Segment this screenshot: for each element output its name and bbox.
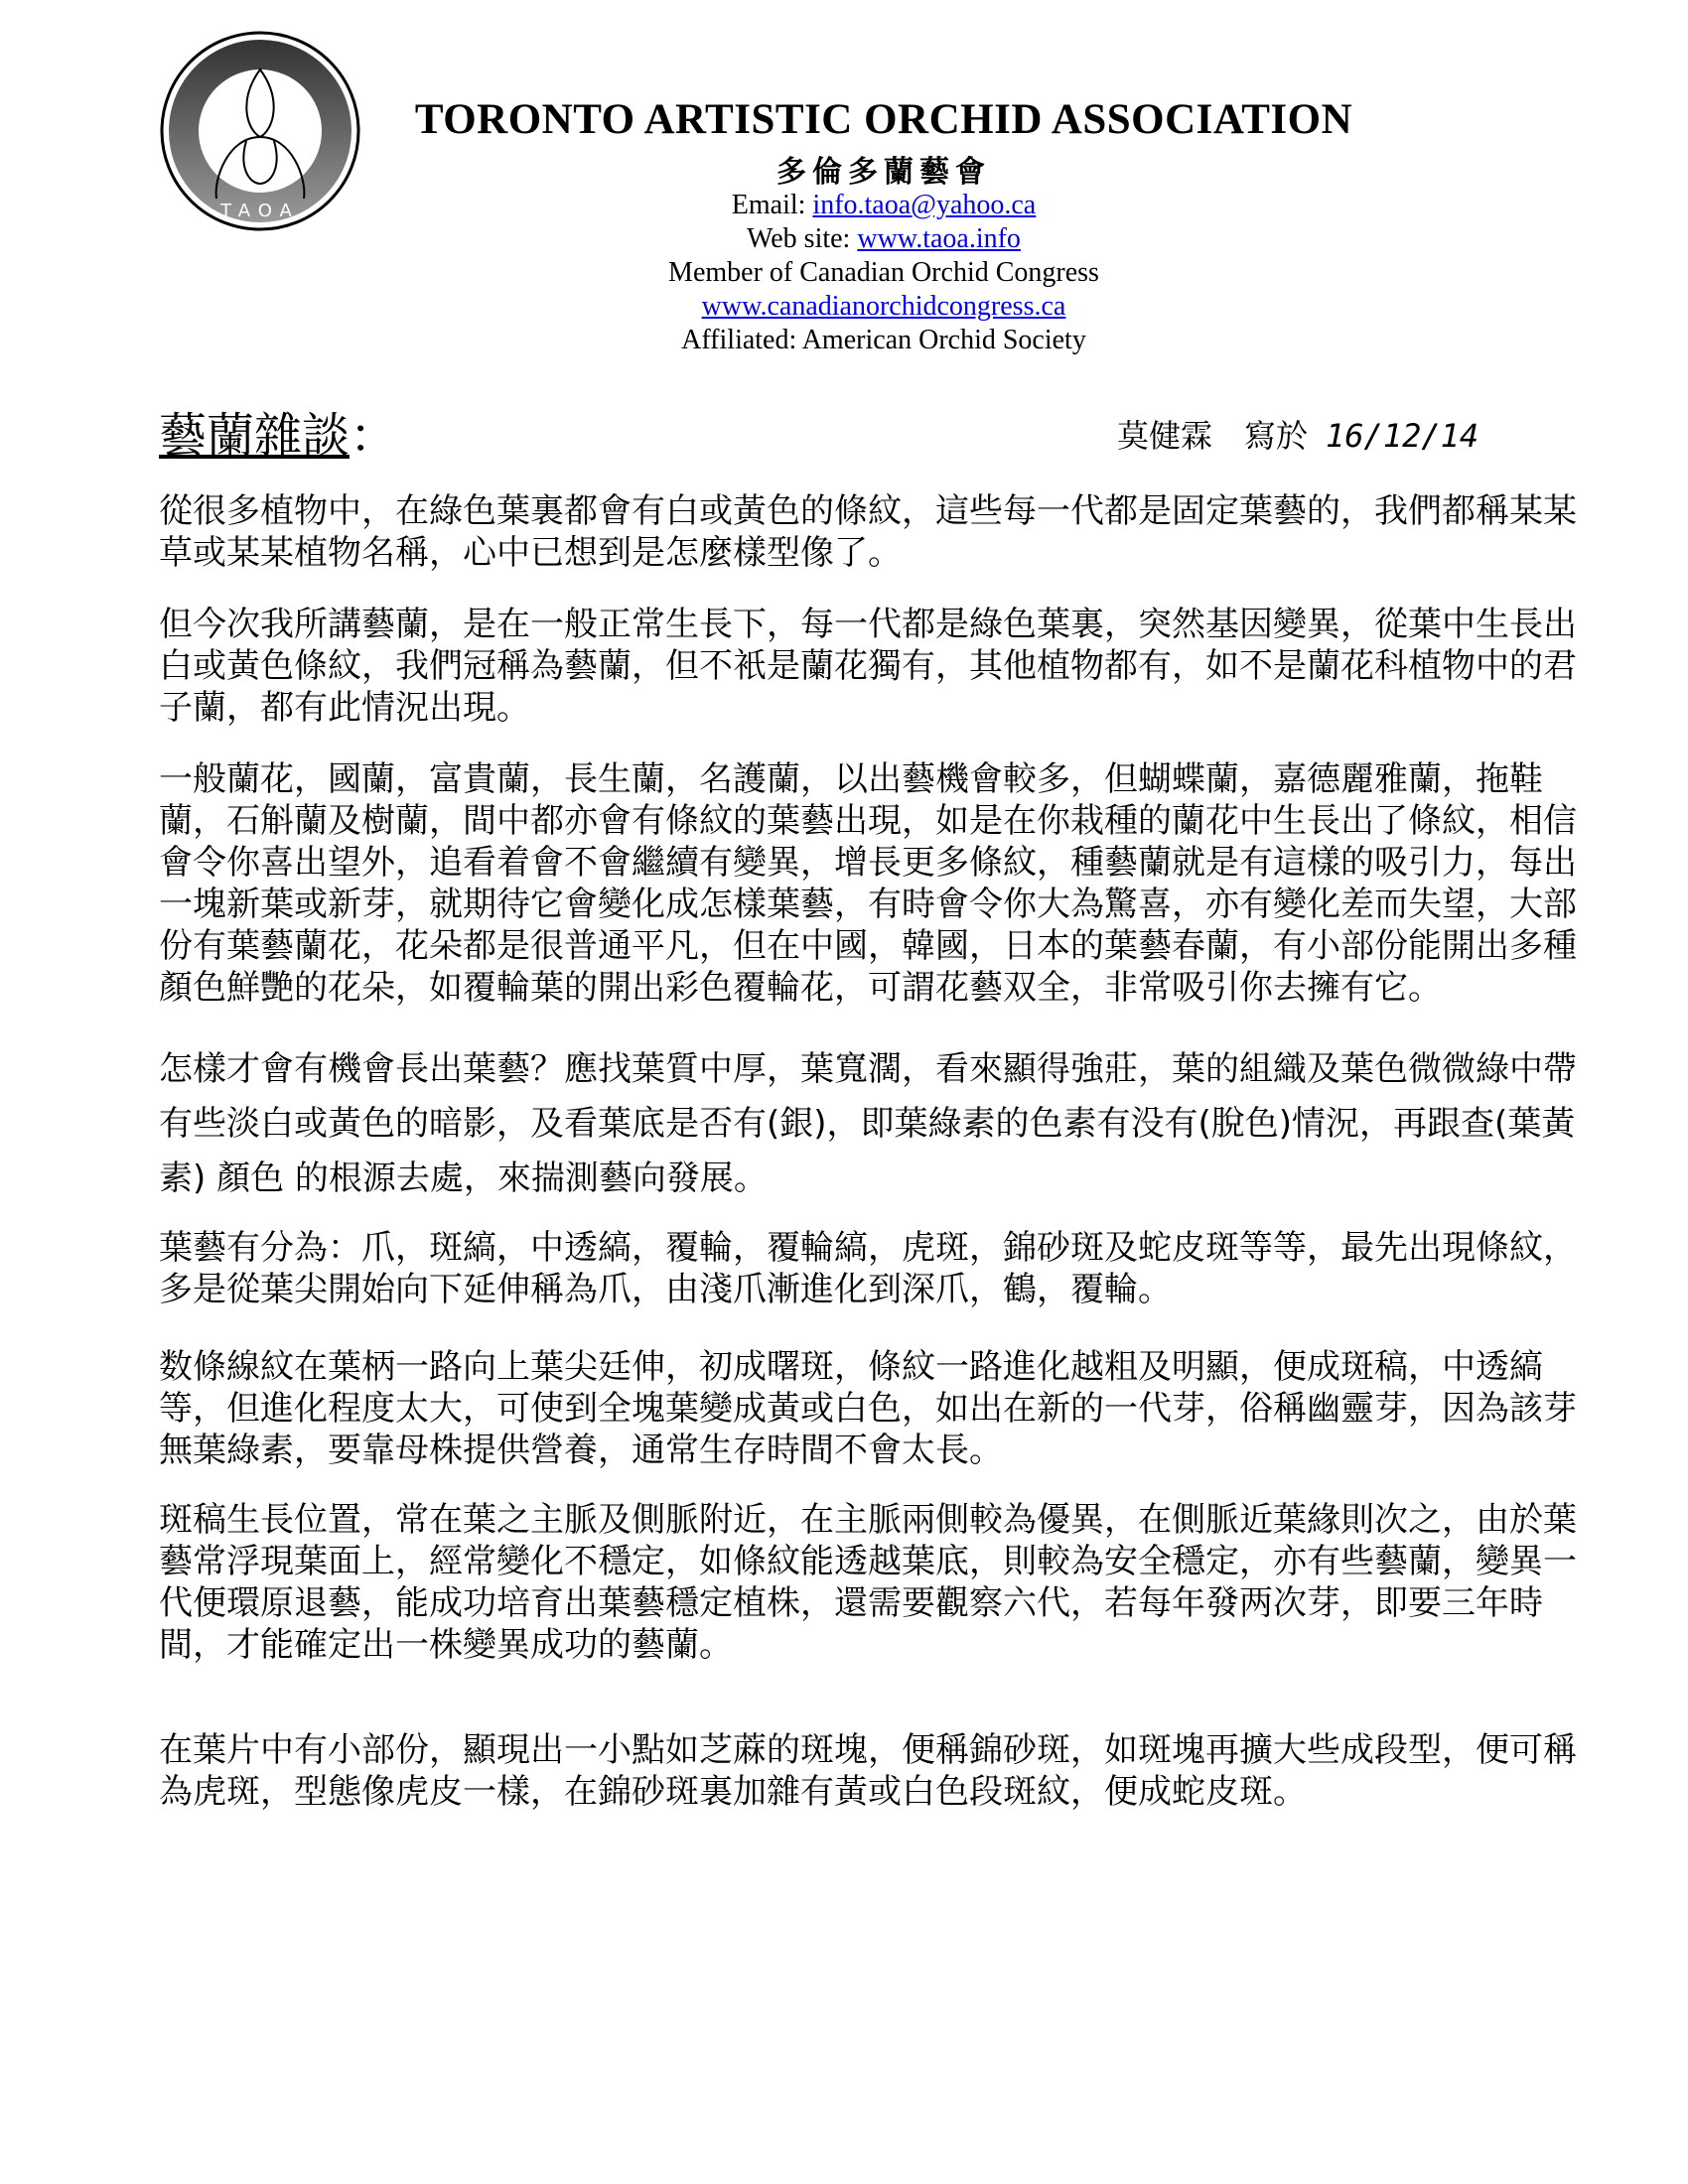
- paragraph-line: 葉藝有分為：爪，斑縞，中透縞，覆輪，覆輪縞，虎斑，錦砂斑及蛇皮斑等等，最先出現條紋，: [159, 1228, 1577, 1268]
- website-label: Web site:: [747, 223, 858, 254]
- member-line: Member of Canadian Orchid Congress: [668, 257, 1099, 288]
- affiliated-line: Affiliated: American Orchid Society: [681, 325, 1086, 355]
- paragraph-line: 素) 顏色 的根源去處，來揣測藝向發展。: [159, 1159, 768, 1198]
- taoa-logo: [159, 30, 361, 232]
- organization-name: TORONTO ARTISTIC ORCHID ASSOCIATION: [414, 96, 1353, 143]
- paragraph-line: 無葉綠素，要靠母株提供營養，通常生存時間不會太長。: [159, 1431, 1003, 1470]
- paragraph: [159, 1346, 1577, 1471]
- email-line: [377, 189, 1390, 222]
- paragraph: [159, 758, 1577, 1009]
- email-label: Email:: [731, 190, 813, 220]
- paragraph: [159, 1729, 1577, 1813]
- paragraph-line: 一塊新葉或新芽，就期待它會變化成怎樣葉藝，有時會令你大為驚喜，亦有變化差而失望，大部: [159, 885, 1577, 924]
- paragraph: [159, 1499, 1577, 1666]
- paragraph-line: 但今次我所講藝蘭，是在一般正常生長下，每一代都是綠色葉裏，突然基因變異，從葉中生長出: [159, 605, 1577, 644]
- author-line: [1117, 411, 1478, 457]
- author: 莫健霖 寫於: [1117, 418, 1309, 454]
- paragraph-line: 草或某某植物名稱，心中已想到是怎麼樣型像了。: [159, 533, 902, 573]
- organization-name-chinese: 多倫多蘭藝會: [776, 156, 991, 189]
- paragraph-line: 份有葉藝蘭花，花朵都是很普通平凡，但在中國，韓國，日本的葉藝春蘭，有小部份能開出多種: [159, 926, 1577, 966]
- paragraph-line: 在葉片中有小部份，顯現出一小點如芝蔴的斑塊，便稱錦砂斑，如斑塊再擴大些成段型，便可稱: [159, 1730, 1577, 1770]
- website-line: [377, 222, 1390, 256]
- paragraph-line: 間，才能確定出一株變異成功的藝蘭。: [159, 1625, 733, 1665]
- paragraph: [159, 490, 1577, 574]
- article-title-text: 藝蘭雜談: [159, 410, 351, 463]
- paragraph-line: 多是從葉尖開始向下延伸稱為爪，由淺爪漸進化到深爪，鶴，覆輪。: [159, 1270, 1172, 1309]
- paragraph-line: 等，但進化程度太大，可使到全塊葉變成黃或白色，如出在新的一代芽，俗稱幽靈芽，因為該芽: [159, 1389, 1577, 1429]
- paragraph: [159, 1227, 1577, 1310]
- paragraph-line: 藝常浮現葉面上，經常變化不穩定，如條紋能透越葉底，則較為安全穩定，亦有些藝蘭，變異一: [159, 1542, 1577, 1581]
- paragraph-line: 子蘭，都有此情況出現。: [159, 688, 530, 728]
- paragraph-line: 顏色鮮艷的花朵，如覆輪葉的開出彩色覆輪花，可謂花藝双全，非常吸引你去擁有它。: [159, 968, 1442, 1008]
- email-link[interactable]: info.taoa@yahoo.ca: [812, 190, 1037, 220]
- member-link-line: [377, 290, 1390, 324]
- article-title: [159, 397, 397, 466]
- paragraph: [159, 604, 1577, 729]
- paragraph-line: 白或黃色條紋，我們冠稱為藝蘭，但不衹是蘭花獨有，其他植物都有，如不是蘭花科植物中的君: [159, 646, 1577, 686]
- paragraph: [159, 1042, 1577, 1206]
- website-link[interactable]: www.taoa.info: [857, 223, 1021, 254]
- paragraph-line: 斑稿生長位置，常在葉之主脈及側脈附近，在主脈兩側較為優異，在側脈近葉緣則次之，由於葉: [159, 1500, 1577, 1540]
- paragraph-line: 蘭，石斛蘭及樹蘭，間中都亦會有條紋的葉藝出現，如是在你栽種的蘭花中生長出了條紋，相信: [159, 801, 1577, 841]
- paragraph-line: 怎樣才會有機會長出葉藝？應找葉質中厚，葉寬濶，看來顯得強莊，葉的組織及葉色微微綠中帶: [159, 1049, 1577, 1089]
- svg-text:TAOA: TAOA: [220, 201, 300, 221]
- paragraph-line: 数條線紋在葉柄一路向上葉尖廷伸，初成曙斑，條紋一路進化越粗及明顯，便成斑稿，中透縞: [159, 1347, 1543, 1387]
- paragraph-line: 代便環原退藝，能成功培育出葉藝穩定植株，還需要觀察六代，若每年發两次芽，即要三年時: [159, 1583, 1543, 1623]
- paragraph-line: 從很多植物中，在綠色葉裏都會有白或黃色的條紋，這些每一代都是固定葉藝的，我們都稱某某: [159, 491, 1577, 531]
- date: 16/12/14: [1326, 417, 1479, 455]
- article-title-colon: ：: [350, 410, 398, 463]
- paragraph-line: 會令你喜出望外，追看着會不會繼續有變異，增長更多條紋，種藝蘭就是有這樣的吸引力，每出: [159, 843, 1577, 883]
- paragraph-line: 有些淡白或黃色的暗影，及看葉底是否有(銀)，即葉綠素的色素有没有(脫色)情況，再跟查(葉黃: [159, 1104, 1576, 1144]
- paragraph-line: 一般蘭花，國蘭，富貴蘭，長生蘭，名護蘭，以出藝機會較多，但蝴蝶蘭，嘉德麗雅蘭，拖鞋: [159, 759, 1543, 799]
- paragraph-line: 為虎斑，型態像虎皮一樣，在錦砂斑裏加雜有黃或白色段斑紋，便成蛇皮斑。: [159, 1772, 1307, 1812]
- canadian-orchid-congress-link[interactable]: www.canadianorchidcongress.ca: [701, 291, 1066, 322]
